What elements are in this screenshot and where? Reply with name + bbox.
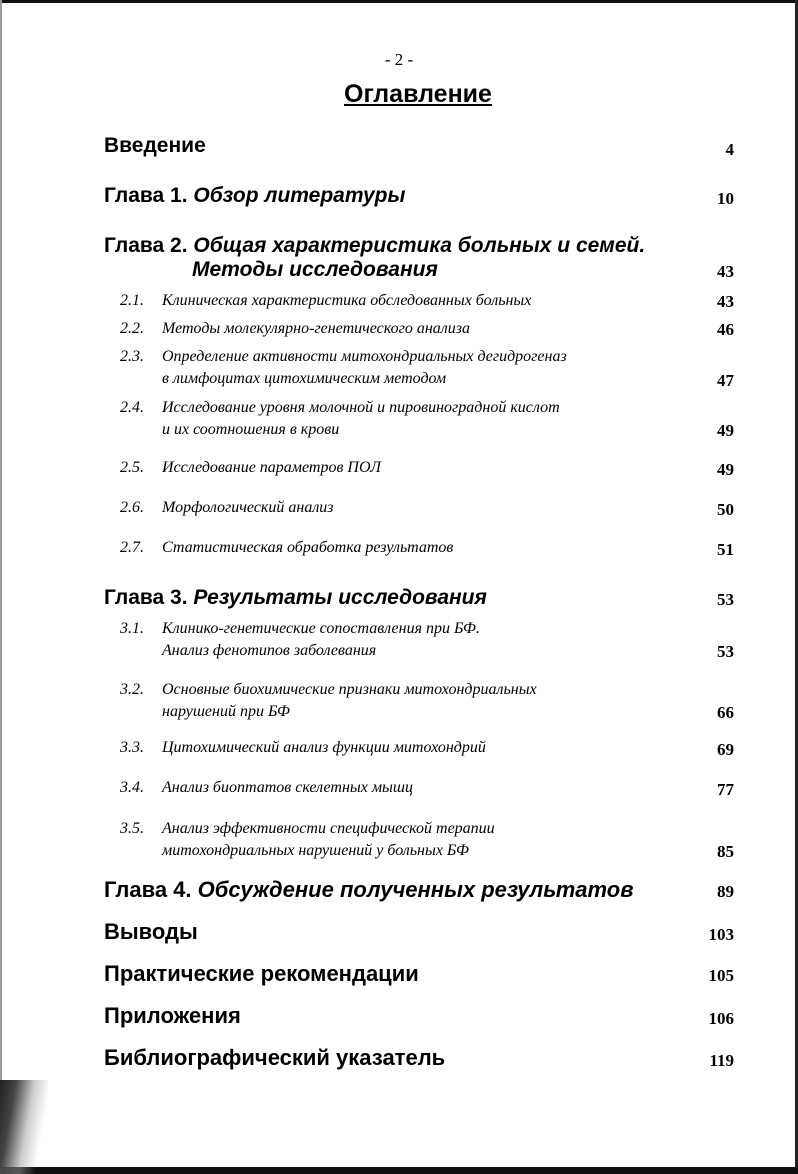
- toc-entry-chapter-1: [104, 184, 405, 208]
- section-title: Клиническая характеристика обследованных больных: [162, 292, 532, 309]
- toc-page: 53: [717, 590, 734, 609]
- section-number: 3.3.: [120, 739, 144, 756]
- toc-entry-chapter-4: [104, 877, 634, 903]
- section-number: 3.2.: [120, 681, 144, 698]
- toc-section-2-1: [120, 290, 532, 312]
- section-title: Морфологический анализ: [162, 499, 334, 516]
- toc-page: 43: [717, 262, 734, 281]
- toc-page: 46: [717, 320, 734, 339]
- section-title-line2: и их соотношения в крови: [162, 421, 340, 438]
- section-number: 2.6.: [120, 499, 144, 516]
- scan-smudge: [0, 1080, 48, 1174]
- toc-page: 4: [725, 140, 734, 159]
- section-title: Анализ биоптатов скелетных мышц: [162, 779, 413, 796]
- toc-entry-conclusions: [104, 919, 198, 945]
- toc-section-3-2: [120, 679, 537, 723]
- toc-entry-bibliography: [104, 1045, 445, 1071]
- section-title-line2: Анализ фенотипов заболевания: [162, 642, 377, 659]
- section-number: 2.4.: [120, 399, 144, 416]
- page-title: Оглавление: [344, 80, 492, 108]
- toc-section-2-4: [120, 397, 560, 441]
- section-title-line2: в лимфоцитах цитохимическим методом: [162, 370, 447, 387]
- section-title: Методы молекулярно-генетического анализа: [162, 320, 471, 337]
- toc-label: Приложения: [104, 1003, 241, 1028]
- toc-page: 119: [709, 1051, 734, 1070]
- toc-section-2-5: [120, 457, 381, 479]
- page-number: - 2 -: [384, 50, 414, 69]
- scan-edge-top: [0, 0, 798, 3]
- section-title: Статистическая обработка результатов: [162, 539, 454, 556]
- toc-page: 69: [717, 740, 734, 759]
- chapter-title-line2: Методы исследования: [192, 258, 438, 281]
- toc-page: 51: [717, 540, 734, 559]
- section-number: 2.2.: [120, 320, 144, 337]
- toc-section-3-1: [120, 618, 480, 662]
- section-number: 2.3.: [120, 348, 144, 365]
- toc-page: 10: [717, 189, 734, 208]
- section-title: Анализ эффективности специфической терапии: [162, 820, 495, 837]
- toc-section-3-3: [120, 737, 486, 759]
- section-title: Клинико-генетические сопоставления при БФ.: [162, 620, 480, 637]
- chapter-prefix: Глава 4.: [104, 877, 192, 902]
- toc-entry-recommendations: [104, 961, 419, 987]
- toc-page: 105: [708, 966, 734, 985]
- toc-label: Практические рекомендации: [104, 961, 419, 986]
- toc-entry-chapter-2: [104, 234, 645, 258]
- toc-section-2-7: [120, 537, 454, 559]
- section-title-line2: нарушений при БФ: [162, 703, 290, 720]
- section-title: Исследование уровня молочной и пировиноградной кислот: [162, 399, 560, 416]
- toc-entry-introduction: [104, 134, 206, 158]
- toc-label: Введение: [104, 134, 206, 157]
- toc-page: 43: [717, 292, 734, 311]
- toc-entry-appendices: [104, 1003, 241, 1029]
- section-title: Исследование параметров ПОЛ: [162, 459, 381, 476]
- toc-page: 103: [708, 925, 734, 944]
- section-title: Определение активности митохондриальных дегидрогеназ: [162, 348, 567, 365]
- toc-page: 106: [708, 1009, 734, 1028]
- toc-section-3-4: [120, 777, 413, 799]
- chapter-title: Обзор литературы: [193, 184, 406, 207]
- toc-entry-chapter-2-line2: [192, 258, 438, 282]
- scan-edge-bottom: [0, 1167, 798, 1174]
- chapter-prefix: Глава 2.: [104, 234, 188, 257]
- chapter-title: Общая характеристика больных и семей.: [193, 234, 646, 257]
- chapter-title: Результаты исследования: [193, 586, 487, 609]
- toc-section-2-6: [120, 497, 334, 519]
- toc-section-2-3: [120, 346, 567, 390]
- chapter-prefix: Глава 3.: [104, 586, 188, 609]
- section-number: 3.5.: [120, 820, 144, 837]
- toc-page: 77: [717, 780, 734, 799]
- section-number: 3.4.: [120, 779, 144, 796]
- section-title-line2: митохондриальных нарушений у больных БФ: [162, 842, 469, 859]
- toc-page: 49: [717, 421, 734, 440]
- section-number: 2.5.: [120, 459, 144, 476]
- toc-page: 49: [717, 460, 734, 479]
- toc-page: 66: [717, 703, 734, 722]
- toc-page: 47: [717, 371, 734, 390]
- section-number: 3.1.: [120, 620, 144, 637]
- toc-entry-chapter-3: [104, 586, 487, 610]
- toc-label: Библиографический указатель: [104, 1045, 446, 1070]
- section-title: Основные биохимические признаки митохондриальных: [162, 681, 537, 698]
- scan-edge-left: [0, 0, 2, 1174]
- toc-page: 89: [717, 882, 734, 901]
- toc-label: Выводы: [104, 919, 198, 944]
- section-number: 2.7.: [120, 539, 144, 556]
- chapter-prefix: Глава 1.: [104, 184, 188, 207]
- toc-section-3-5: [120, 818, 495, 862]
- toc-page: 53: [717, 642, 734, 661]
- section-number: 2.1.: [120, 292, 144, 309]
- toc-page: 50: [717, 500, 734, 519]
- toc-section-2-2: [120, 318, 471, 340]
- toc-page: 85: [717, 842, 734, 861]
- section-title: Цитохимический анализ функции митохондрий: [162, 739, 486, 756]
- chapter-title: Обсуждение полученных результатов: [197, 877, 634, 902]
